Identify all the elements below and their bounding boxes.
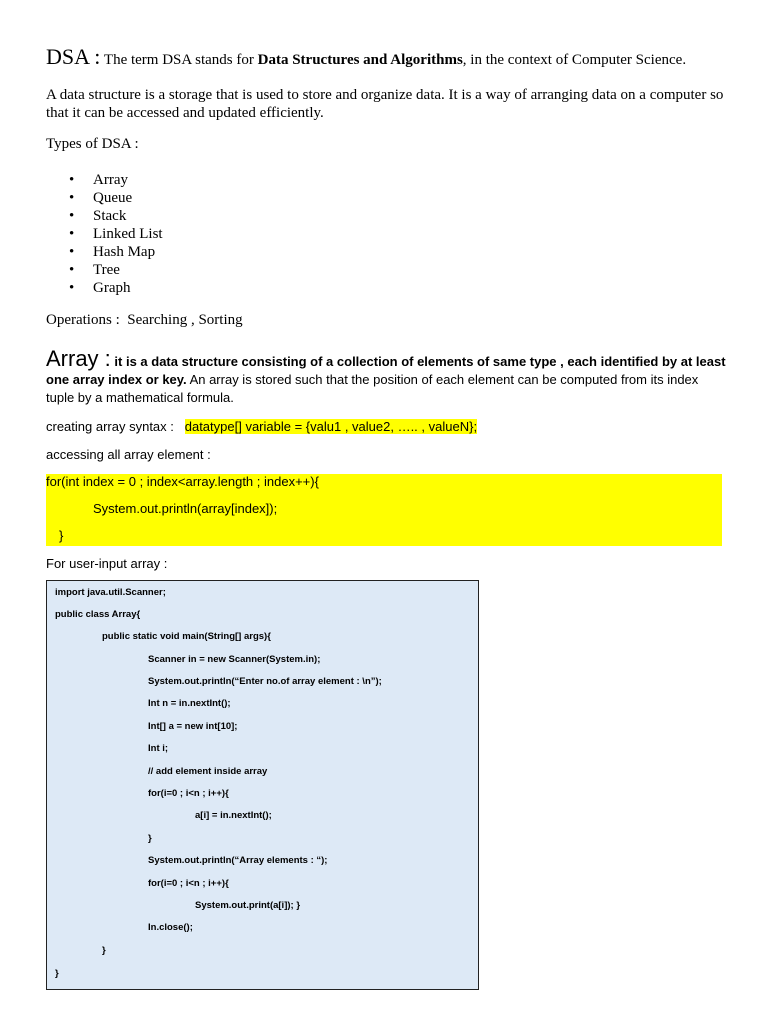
- code-line: Int n = in.nextInt();: [148, 698, 231, 709]
- operations-label: Operations :: [46, 312, 120, 328]
- dsa-heading: DSA :: [46, 44, 101, 69]
- syntax-label: creating array syntax :: [46, 419, 174, 434]
- list-item: • Stack: [0, 207, 163, 225]
- code-line: public static void main(String[] args){: [102, 631, 271, 642]
- data-structure-paragraph: A data structure is a storage that is used to store and organize data. It is a way of arranging data on a computer so that it can be accessed and updated efficiently.: [46, 87, 724, 121]
- loop-line: System.out.println(array[index]);: [93, 501, 278, 516]
- loop-code-highlight: [46, 474, 722, 546]
- array-definition: [46, 346, 726, 407]
- list-item: • Array: [0, 171, 163, 189]
- list-item: • Hash Map: [0, 243, 163, 261]
- types-heading: Types of DSA :: [46, 136, 139, 152]
- list-item: • Queue: [0, 189, 163, 207]
- code-line: }: [102, 945, 106, 956]
- list-item: • Graph: [0, 279, 163, 297]
- code-line: System.out.println(“Enter no.of array element : \n”);: [148, 676, 382, 687]
- code-line: for(i=0 ; i<n ; i++){: [148, 878, 229, 889]
- syntax-code: datatype[] variable = {valu1 , value2, ….. , valueN};: [184, 419, 478, 434]
- code-line: In.close();: [148, 922, 193, 933]
- types-list: [0, 171, 163, 297]
- code-line: }: [55, 968, 59, 979]
- code-line: System.out.println(“Array elements : “);: [148, 855, 328, 866]
- syntax-line: [46, 419, 477, 434]
- loop-line: }: [59, 528, 64, 543]
- code-line: import java.util.Scanner;: [55, 587, 166, 598]
- list-item: • Tree: [0, 261, 163, 279]
- operations-line: [46, 312, 243, 329]
- operations-value: Searching , Sorting: [127, 312, 243, 328]
- code-line: Scanner in = new Scanner(System.in);: [148, 654, 321, 665]
- code-line: for(i=0 ; i<n ; i++){: [148, 788, 229, 799]
- access-label: accessing all array element :: [46, 447, 211, 462]
- code-line: // add element inside array: [148, 766, 268, 777]
- dsa-text-before: The term DSA stands for: [100, 52, 258, 68]
- code-block: [46, 580, 479, 990]
- dsa-bold-term: Data Structures and Algorithms: [257, 52, 463, 68]
- loop-line: for(int index = 0 ; index<array.length ; index++){: [46, 474, 319, 489]
- dsa-intro-line: [46, 44, 686, 70]
- user-input-label: For user-input array :: [46, 556, 168, 571]
- code-line: Int[] a = new int[10];: [148, 721, 238, 732]
- code-line: a[i] = in.nextInt();: [195, 810, 272, 821]
- array-bold-definition: it is a data structure consisting of a collection of elements of same type , each identified by at least one array index or key.: [46, 354, 726, 387]
- code-line: Int i;: [148, 743, 169, 754]
- list-item: • Linked List: [0, 225, 163, 243]
- array-rest-definition: An array is stored such that the position of each element can be computed from its index tuple by a mathematical formula.: [46, 372, 699, 405]
- code-line: }: [148, 833, 152, 844]
- array-heading: Array :: [46, 346, 111, 371]
- dsa-text-after: , in the context of Computer Science.: [462, 52, 687, 68]
- code-line: public class Array{: [55, 609, 141, 620]
- code-line: System.out.print(a[i]); }: [195, 900, 301, 911]
